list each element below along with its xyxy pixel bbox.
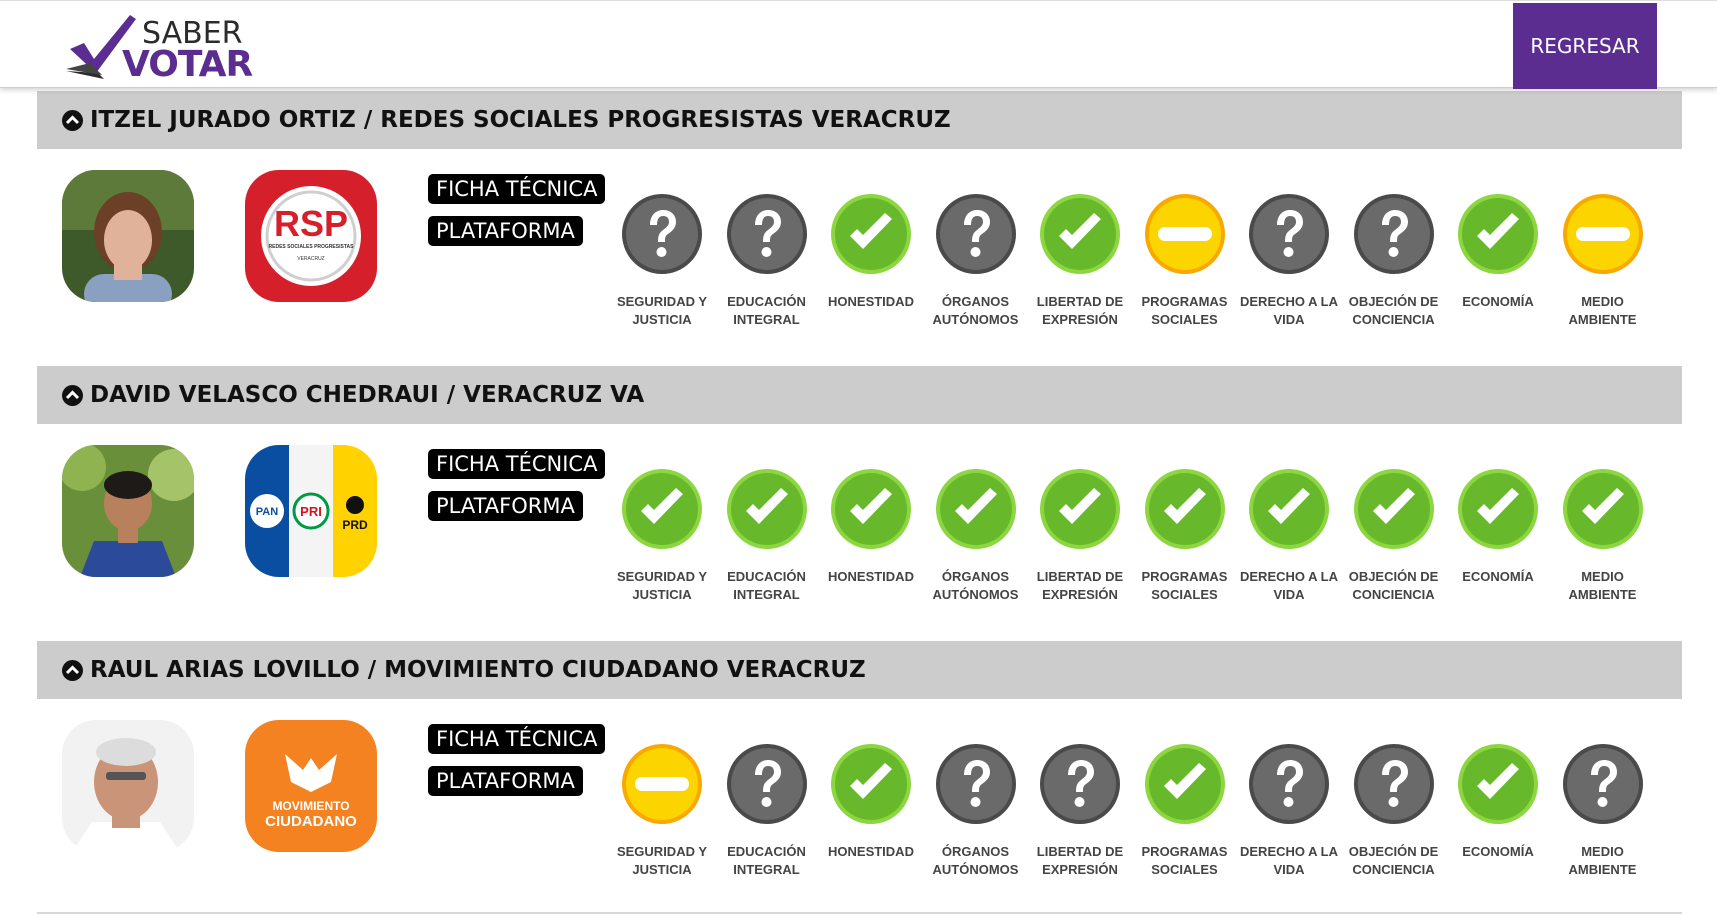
stance-neutral-icon bbox=[1562, 193, 1644, 275]
svg-text:VERACRUZ: VERACRUZ bbox=[297, 256, 325, 262]
stance-unknown-icon bbox=[935, 743, 1017, 825]
topic-label: MEDIO AMBIENTE bbox=[1568, 294, 1637, 327]
stance-favor-icon bbox=[1353, 468, 1435, 550]
stance-favor-icon bbox=[935, 468, 1017, 550]
stance-unknown-icon bbox=[935, 193, 1017, 275]
topic-label: SEGURIDAD Y JUSTICIA bbox=[616, 569, 708, 602]
topic-stances bbox=[610, 743, 1680, 913]
topic-label: ÓRGANOS AUTÓNOMOS bbox=[932, 844, 1019, 877]
topic-label: DERECHO A LA VIDA bbox=[1240, 844, 1338, 877]
candidate-header[interactable] bbox=[37, 641, 1682, 699]
ficha-tecnica-button[interactable]: FICHA TÉCNICA bbox=[428, 449, 605, 479]
candidate-photo bbox=[62, 720, 194, 852]
topic-label: DERECHO A LA VIDA bbox=[1240, 569, 1338, 602]
stance-favor-icon bbox=[830, 743, 912, 825]
stance-favor-icon bbox=[830, 468, 912, 550]
chevron-up-icon[interactable] bbox=[62, 385, 83, 406]
candidate-header[interactable] bbox=[37, 91, 1682, 149]
stance-favor-icon bbox=[621, 468, 703, 550]
candidate-photo bbox=[62, 445, 194, 577]
topic-label: PROGRAMAS SOCIALES bbox=[1141, 569, 1228, 602]
topic-label: ECONOMÍA bbox=[1462, 569, 1534, 584]
topic-label: HONESTIDAD bbox=[828, 844, 914, 859]
topic-label: OBJECIÓN DE CONCIENCIA bbox=[1348, 294, 1439, 327]
ficha-tecnica-button[interactable]: FICHA TÉCNICA bbox=[428, 724, 605, 754]
svg-text:PAN: PAN bbox=[255, 506, 279, 518]
candidate-row bbox=[37, 149, 1682, 365]
stance-favor-icon bbox=[1039, 193, 1121, 275]
stance-favor-icon bbox=[830, 193, 912, 275]
candidate-photo bbox=[62, 170, 194, 302]
candidate-row bbox=[37, 424, 1682, 640]
topic-stances bbox=[610, 193, 1680, 363]
party-logo bbox=[245, 445, 377, 577]
svg-text:MOVIMIENTO: MOVIMIENTO bbox=[272, 799, 350, 813]
saber-votar-logo[interactable] bbox=[64, 13, 264, 85]
topic-label: SEGURIDAD Y JUSTICIA bbox=[616, 294, 708, 327]
plataforma-button[interactable]: PLATAFORMA bbox=[428, 491, 583, 521]
stance-unknown-icon bbox=[1353, 193, 1435, 275]
topic-label: PROGRAMAS SOCIALES bbox=[1141, 294, 1228, 327]
svg-text:PRI: PRI bbox=[300, 504, 322, 519]
svg-text:REDES SOCIALES PROGRESISTAS: REDES SOCIALES PROGRESISTAS bbox=[268, 244, 354, 250]
stance-favor-icon bbox=[1144, 468, 1226, 550]
stance-favor-icon bbox=[1562, 468, 1644, 550]
stance-unknown-icon bbox=[1248, 743, 1330, 825]
party-logo-text: RSP bbox=[273, 203, 349, 244]
candidate-title: DAVID VELASCO CHEDRAUI / VERACRUZ VA bbox=[90, 382, 645, 408]
stance-unknown-icon bbox=[621, 193, 703, 275]
stance-unknown-icon bbox=[1562, 743, 1644, 825]
logo-text-top: SABER bbox=[142, 16, 243, 51]
logo-text-bottom: VOTAR bbox=[122, 44, 253, 85]
topic-label: LIBERTAD DE EXPRESIÓN bbox=[1036, 844, 1124, 877]
party-logo bbox=[245, 170, 377, 302]
plataforma-button[interactable]: PLATAFORMA bbox=[428, 766, 583, 796]
topic-label: EDUCACIÓN INTEGRAL bbox=[727, 569, 806, 602]
stance-unknown-icon bbox=[726, 743, 808, 825]
topic-label: OBJECIÓN DE CONCIENCIA bbox=[1348, 569, 1439, 602]
stance-unknown-icon bbox=[1039, 743, 1121, 825]
ficha-tecnica-button[interactable]: FICHA TÉCNICA bbox=[428, 174, 605, 204]
candidate-title: ITZEL JURADO ORTIZ / REDES SOCIALES PROGRESISTAS VERACRUZ bbox=[90, 107, 951, 133]
stance-favor-icon bbox=[1457, 743, 1539, 825]
chevron-up-icon[interactable] bbox=[62, 110, 83, 131]
topic-stances bbox=[610, 468, 1680, 638]
topic-label: EDUCACIÓN INTEGRAL bbox=[727, 844, 806, 877]
stance-favor-icon bbox=[1457, 193, 1539, 275]
topic-label: ÓRGANOS AUTÓNOMOS bbox=[932, 294, 1019, 327]
stance-favor-icon bbox=[1144, 743, 1226, 825]
stance-favor-icon bbox=[726, 468, 808, 550]
stance-favor-icon bbox=[1248, 468, 1330, 550]
top-navigation-bar bbox=[0, 0, 1717, 88]
topic-label: MEDIO AMBIENTE bbox=[1568, 844, 1637, 877]
topic-label: HONESTIDAD bbox=[828, 294, 914, 309]
stance-unknown-icon bbox=[1353, 743, 1435, 825]
topic-label: OBJECIÓN DE CONCIENCIA bbox=[1348, 844, 1439, 877]
topic-label: EDUCACIÓN INTEGRAL bbox=[727, 294, 806, 327]
stance-unknown-icon bbox=[726, 193, 808, 275]
topic-label: ECONOMÍA bbox=[1462, 294, 1534, 309]
topic-label: SEGURIDAD Y JUSTICIA bbox=[616, 844, 708, 877]
topic-label: ECONOMÍA bbox=[1462, 844, 1534, 859]
stance-favor-icon bbox=[1039, 468, 1121, 550]
stance-unknown-icon bbox=[1248, 193, 1330, 275]
candidate-title: RAUL ARIAS LOVILLO / MOVIMIENTO CIUDADANO VERACRUZ bbox=[90, 657, 866, 683]
bottom-divider bbox=[37, 912, 1682, 914]
back-button[interactable]: REGRESAR bbox=[1513, 3, 1657, 89]
party-logo bbox=[245, 720, 377, 852]
plataforma-button[interactable]: PLATAFORMA bbox=[428, 216, 583, 246]
topic-label: LIBERTAD DE EXPRESIÓN bbox=[1036, 569, 1124, 602]
topic-label: LIBERTAD DE EXPRESIÓN bbox=[1036, 294, 1124, 327]
topic-label: MEDIO AMBIENTE bbox=[1568, 569, 1637, 602]
topic-label: ÓRGANOS AUTÓNOMOS bbox=[932, 569, 1019, 602]
chevron-up-icon[interactable] bbox=[62, 660, 83, 681]
stance-neutral-icon bbox=[621, 743, 703, 825]
candidate-row bbox=[37, 699, 1682, 915]
stance-favor-icon bbox=[1457, 468, 1539, 550]
candidate-header[interactable] bbox=[37, 366, 1682, 424]
topic-label: PROGRAMAS SOCIALES bbox=[1141, 844, 1228, 877]
stance-neutral-icon bbox=[1144, 193, 1226, 275]
topic-label: HONESTIDAD bbox=[828, 569, 914, 584]
svg-text:CIUDADANO: CIUDADANO bbox=[265, 813, 357, 830]
topic-label: DERECHO A LA VIDA bbox=[1240, 294, 1338, 327]
svg-text:PRD: PRD bbox=[342, 518, 368, 532]
